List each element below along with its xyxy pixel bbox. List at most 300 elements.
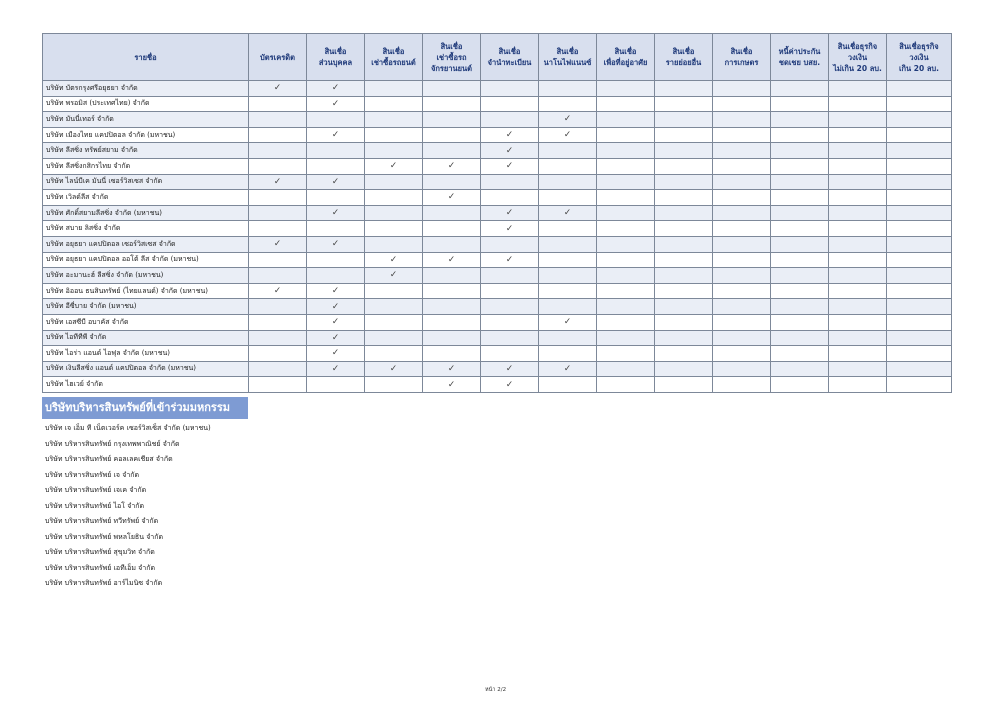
product-cell: [713, 205, 771, 221]
product-cell: [887, 190, 952, 206]
product-cell: [307, 112, 365, 128]
product-cell: [713, 127, 771, 143]
product-cell: [481, 252, 539, 268]
product-cell: [365, 252, 423, 268]
product-cell: [539, 268, 597, 284]
product-cell: [597, 299, 655, 315]
company-name-cell: บริษัท ลีสซิ่ง ทรัพย์สยาม จำกัด: [43, 143, 249, 159]
product-cell: [423, 252, 481, 268]
page-number: หน้า 2/2: [485, 687, 507, 693]
header-col-12: สินเชื่อธุรกิจ วงเงิน เกิน 20 ลบ.: [887, 34, 952, 81]
company-name-cell: บริษัท ไลน์บีเค มันนี่ เซอร์วิสเซส จำกัด: [43, 174, 249, 190]
product-cell: [539, 127, 597, 143]
product-cell: [655, 190, 713, 206]
product-cell: [539, 221, 597, 237]
check-icon: ✓: [273, 83, 282, 94]
check-icon: ✓: [273, 239, 282, 250]
product-cell: [597, 190, 655, 206]
list-item: บริษัท บริหารสินทรัพย์ พหลโยธิน จำกัด: [45, 532, 164, 541]
table-row: [43, 268, 952, 284]
product-cell: [829, 361, 887, 377]
company-name-cell: บริษัท ไฮเวย์ จำกัด: [43, 377, 249, 393]
product-cell: [365, 268, 423, 284]
check-icon: ✓: [331, 239, 340, 250]
product-cell: [771, 205, 829, 221]
product-cell: [481, 283, 539, 299]
product-cell: [539, 330, 597, 346]
product-cell: [539, 158, 597, 174]
product-cell: [655, 112, 713, 128]
company-name-cell: บริษัท ไอทีทีพี จำกัด: [43, 330, 249, 346]
product-cell: [771, 174, 829, 190]
table-row: [43, 81, 952, 97]
product-cell: [249, 143, 307, 159]
product-cell: [365, 377, 423, 393]
product-cell: [481, 205, 539, 221]
product-cell: [887, 96, 952, 112]
product-cell: [597, 81, 655, 97]
product-cell: [539, 346, 597, 362]
product-cell: [539, 361, 597, 377]
product-cell: [307, 346, 365, 362]
product-cell: [307, 174, 365, 190]
product-cell: [481, 174, 539, 190]
product-cell: [249, 174, 307, 190]
product-cell: [655, 314, 713, 330]
check-icon: ✓: [447, 192, 456, 203]
product-cell: [249, 236, 307, 252]
product-cell: [887, 81, 952, 97]
table-row: [43, 174, 952, 190]
product-cell: [771, 127, 829, 143]
product-cell: [713, 346, 771, 362]
list-item: บริษัท บริหารสินทรัพย์ กรุงเทพพาณิชย์ จำกัด: [45, 439, 180, 448]
list-item: บริษัท บริหารสินทรัพย์ อาร์ไมนิซ จำกัด: [45, 579, 163, 587]
product-cell: [481, 190, 539, 206]
check-icon: ✓: [563, 363, 572, 374]
product-cell: [771, 81, 829, 97]
table-row: [43, 96, 952, 112]
header-company-name: รายชื่อ: [43, 34, 249, 81]
check-icon: ✓: [331, 286, 340, 297]
product-cell: [713, 96, 771, 112]
product-cell: [365, 346, 423, 362]
product-cell: [829, 158, 887, 174]
product-cell: [307, 143, 365, 159]
check-icon: ✓: [563, 130, 572, 141]
product-cell: [307, 221, 365, 237]
product-cell: [597, 127, 655, 143]
product-cell: [713, 81, 771, 97]
product-cell: [423, 190, 481, 206]
list-item: บริษัท บริหารสินทรัพย์ คอลเลคเชียส จำกัด: [45, 455, 173, 463]
product-cell: [597, 252, 655, 268]
product-cell: [249, 190, 307, 206]
company-name-cell: บริษัท อยุธยา แคปปิตอล เซอร์วิสเซส จำกัด: [43, 236, 249, 252]
product-cell: [539, 81, 597, 97]
product-cell: [249, 205, 307, 221]
product-cell: [597, 158, 655, 174]
product-cell: [771, 143, 829, 159]
product-cell: [771, 283, 829, 299]
product-cell: [713, 190, 771, 206]
product-cell: [597, 377, 655, 393]
product-cell: [887, 346, 952, 362]
product-matrix-table: [42, 33, 952, 393]
check-icon: ✓: [505, 223, 514, 234]
product-cell: [829, 96, 887, 112]
product-cell: [597, 112, 655, 128]
product-cell: [249, 377, 307, 393]
header-col-1: บัตรเครดิต: [249, 34, 307, 81]
check-icon: ✓: [447, 363, 456, 374]
product-cell: [307, 252, 365, 268]
product-cell: [249, 330, 307, 346]
product-cell: [771, 158, 829, 174]
company-name-cell: บริษัท อิออน ธนสินทรัพย์ (ไทยแลนด์) จำกัด (มหาชน): [43, 283, 249, 299]
check-icon: ✓: [505, 130, 514, 141]
product-cell: [249, 127, 307, 143]
product-cell: [887, 268, 952, 284]
check-icon: ✓: [505, 145, 514, 156]
product-cell: [423, 205, 481, 221]
product-cell: [481, 158, 539, 174]
header-col-7: สินเชื่อ เพื่อที่อยู่อาศัย: [597, 34, 655, 81]
check-icon: ✓: [331, 363, 340, 374]
list-item: บริษัท บริหารสินทรัพย์ เอทีเอ็ม จำกัด: [45, 563, 156, 572]
member-list: [45, 421, 211, 592]
product-cell: [771, 377, 829, 393]
table-row: [43, 158, 952, 174]
product-cell: [423, 330, 481, 346]
product-cell: [307, 96, 365, 112]
product-cell: [713, 174, 771, 190]
product-cell: [597, 346, 655, 362]
check-icon: ✓: [331, 98, 340, 109]
product-cell: [829, 205, 887, 221]
product-cell: [423, 221, 481, 237]
table-row: [43, 299, 952, 315]
product-cell: [481, 81, 539, 97]
header-col-5: สินเชื่อ จำนำทะเบียน: [481, 34, 539, 81]
product-cell: [481, 346, 539, 362]
product-cell: [887, 221, 952, 237]
product-cell: [829, 283, 887, 299]
company-name-cell: บริษัท ลีสซิ่งกสิกรไทย จำกัด: [43, 158, 249, 174]
product-cell: [307, 361, 365, 377]
product-cell: [771, 112, 829, 128]
table-row: [43, 190, 952, 206]
product-cell: [887, 299, 952, 315]
product-cell: [713, 158, 771, 174]
product-cell: [423, 96, 481, 112]
product-cell: [829, 112, 887, 128]
check-icon: ✓: [389, 363, 398, 374]
company-name-cell: บริษัท บัตรกรุงศรีอยุธยา จำกัด: [43, 81, 249, 97]
check-icon: ✓: [505, 363, 514, 374]
check-icon: ✓: [389, 161, 398, 172]
product-cell: [713, 299, 771, 315]
check-icon: ✓: [505, 379, 514, 390]
product-cell: [481, 268, 539, 284]
check-icon: ✓: [505, 254, 514, 265]
product-cell: [829, 143, 887, 159]
product-cell: [481, 112, 539, 128]
check-icon: ✓: [331, 332, 340, 343]
table-row: [43, 346, 952, 362]
table-row: [43, 283, 952, 299]
product-cell: [655, 81, 713, 97]
header-col-11: สินเชื่อธุรกิจวงเงิน ไม่เกิน 20 ลบ.: [829, 34, 887, 81]
product-cell: [713, 314, 771, 330]
product-cell: [655, 283, 713, 299]
product-cell: [481, 127, 539, 143]
product-cell: [539, 190, 597, 206]
product-cell: [829, 127, 887, 143]
product-cell: [713, 268, 771, 284]
product-cell: [829, 81, 887, 97]
product-cell: [481, 96, 539, 112]
product-cell: [887, 143, 952, 159]
product-cell: [481, 299, 539, 315]
product-cell: [597, 268, 655, 284]
product-cell: [249, 361, 307, 377]
product-cell: [655, 330, 713, 346]
product-cell: [423, 236, 481, 252]
product-cell: [423, 346, 481, 362]
product-cell: [597, 174, 655, 190]
check-icon: ✓: [563, 208, 572, 219]
product-cell: [539, 205, 597, 221]
header-col-2: สินเชื่อ ส่วนบุคคล: [307, 34, 365, 81]
product-cell: [713, 377, 771, 393]
product-cell: [713, 330, 771, 346]
product-cell: [887, 127, 952, 143]
product-cell: [307, 283, 365, 299]
product-cell: [423, 143, 481, 159]
product-cell: [887, 330, 952, 346]
header-col-8: สินเชื่อ รายย่อยอื่น: [655, 34, 713, 81]
check-icon: ✓: [331, 208, 340, 219]
product-cell: [365, 174, 423, 190]
table-row: [43, 221, 952, 237]
table-row: [43, 330, 952, 346]
product-cell: [481, 377, 539, 393]
product-cell: [597, 236, 655, 252]
check-icon: ✓: [331, 301, 340, 312]
product-cell: [249, 314, 307, 330]
product-cell: [771, 299, 829, 315]
product-cell: [423, 112, 481, 128]
product-cell: [249, 221, 307, 237]
product-cell: [887, 283, 952, 299]
product-cell: [655, 346, 713, 362]
product-cell: [655, 252, 713, 268]
product-cell: [365, 299, 423, 315]
product-cell: [423, 361, 481, 377]
product-cell: [655, 127, 713, 143]
check-icon: ✓: [331, 130, 340, 141]
product-cell: [539, 377, 597, 393]
check-icon: ✓: [563, 114, 572, 125]
product-cell: [249, 299, 307, 315]
product-cell: [365, 190, 423, 206]
product-cell: [249, 268, 307, 284]
product-cell: [365, 330, 423, 346]
product-cell: [771, 221, 829, 237]
check-icon: ✓: [273, 286, 282, 297]
product-cell: [307, 236, 365, 252]
product-cell: [713, 283, 771, 299]
company-name-cell: บริษัท สบาย ลิสซิ่ง จำกัด: [43, 221, 249, 237]
check-icon: ✓: [273, 176, 282, 187]
product-cell: [481, 314, 539, 330]
list-item: บริษัท บริหารสินทรัพย์ ทวีทรัพย์ จำกัด: [45, 517, 159, 525]
product-cell: [365, 127, 423, 143]
check-icon: ✓: [505, 161, 514, 172]
company-name-cell: บริษัท เวิลด์ลีส จำกัด: [43, 190, 249, 206]
list-item: บริษัท บริหารสินทรัพย์ สุขุมวิท จำกัด: [45, 548, 155, 556]
product-cell: [307, 205, 365, 221]
table-body: [43, 81, 952, 393]
header-col-4: สินเชื่อ เช่าซื้อรถ จักรยานยนต์: [423, 34, 481, 81]
product-cell: [829, 252, 887, 268]
product-cell: [655, 377, 713, 393]
product-cell: [655, 361, 713, 377]
product-cell: [481, 330, 539, 346]
header-col-6: สินเชื่อ นาโนไฟแนนซ์: [539, 34, 597, 81]
product-cell: [423, 283, 481, 299]
product-cell: [307, 127, 365, 143]
section-title: บริษัทบริหารสินทรัพย์ที่เข้าร่วมมหกรรม: [42, 397, 248, 419]
product-cell: [307, 268, 365, 284]
product-cell: [365, 143, 423, 159]
table-row: [43, 314, 952, 330]
company-name-cell: บริษัท มันนี่เทอร์ จำกัด: [43, 112, 249, 128]
table-row: [43, 236, 952, 252]
header-col-3: สินเชื่อ เช่าซื้อรถยนต์: [365, 34, 423, 81]
product-cell: [597, 205, 655, 221]
product-cell: [829, 377, 887, 393]
product-cell: [655, 268, 713, 284]
check-icon: ✓: [505, 208, 514, 219]
product-cell: [887, 158, 952, 174]
check-icon: ✓: [389, 254, 398, 265]
check-icon: ✓: [389, 270, 398, 281]
check-icon: ✓: [331, 317, 340, 328]
product-cell: [829, 330, 887, 346]
product-cell: [771, 96, 829, 112]
product-cell: [481, 143, 539, 159]
list-item: บริษัท บริหารสินทรัพย์ เจ จำกัด: [45, 470, 140, 479]
product-cell: [481, 361, 539, 377]
product-cell: [365, 205, 423, 221]
product-cell: [829, 221, 887, 237]
company-name-cell: บริษัท เอสซีบี อบาคัส จำกัด: [43, 314, 249, 330]
product-cell: [423, 268, 481, 284]
product-cell: [365, 236, 423, 252]
product-cell: [829, 174, 887, 190]
product-cell: [307, 299, 365, 315]
product-cell: [655, 158, 713, 174]
product-cell: [887, 377, 952, 393]
product-cell: [539, 174, 597, 190]
product-cell: [597, 283, 655, 299]
list-item: บริษัท บริหารสินทรัพย์ เจเค จำกัด: [45, 486, 147, 494]
table-row: [43, 377, 952, 393]
product-cell: [481, 236, 539, 252]
table-row: [43, 361, 952, 377]
product-cell: [307, 190, 365, 206]
product-cell: [597, 143, 655, 159]
product-cell: [713, 112, 771, 128]
list-item: บริษัท บริหารสินทรัพย์ ไอโ จำกัด: [45, 501, 145, 510]
product-cell: [365, 81, 423, 97]
product-cell: [713, 221, 771, 237]
table-row: [43, 252, 952, 268]
check-icon: ✓: [447, 379, 456, 390]
header-col-9: สินเชื่อ การเกษตร: [713, 34, 771, 81]
product-cell: [655, 236, 713, 252]
product-cell: [887, 174, 952, 190]
product-cell: [307, 377, 365, 393]
product-cell: [829, 268, 887, 284]
list-item: บริษัท เจ เอ็ม ที เน็ตเวอร์ค เซอร์วิสเซ็ส จำกัด (มหาชน): [45, 424, 211, 432]
product-cell: [713, 236, 771, 252]
product-cell: [771, 330, 829, 346]
product-cell: [771, 314, 829, 330]
table-row: [43, 112, 952, 128]
header-row: [43, 34, 952, 81]
product-cell: [249, 283, 307, 299]
product-cell: [539, 112, 597, 128]
product-cell: [887, 236, 952, 252]
product-cell: [713, 252, 771, 268]
product-cell: [539, 252, 597, 268]
product-cell: [249, 81, 307, 97]
product-cell: [539, 283, 597, 299]
product-cell: [887, 361, 952, 377]
product-cell: [771, 236, 829, 252]
product-cell: [887, 205, 952, 221]
product-cell: [365, 112, 423, 128]
product-cell: [655, 96, 713, 112]
product-cell: [539, 96, 597, 112]
product-cell: [655, 299, 713, 315]
product-cell: [829, 346, 887, 362]
product-cell: [829, 314, 887, 330]
product-cell: [771, 346, 829, 362]
product-cell: [597, 330, 655, 346]
product-cell: [365, 221, 423, 237]
product-cell: [307, 330, 365, 346]
product-cell: [771, 268, 829, 284]
product-cell: [307, 158, 365, 174]
product-cell: [249, 346, 307, 362]
product-cell: [655, 205, 713, 221]
check-icon: ✓: [331, 176, 340, 187]
product-cell: [481, 221, 539, 237]
company-name-cell: บริษัท ศักดิ์สยามลีสซิ่ง จำกัด (มหาชน): [43, 205, 249, 221]
product-cell: [307, 81, 365, 97]
product-cell: [713, 361, 771, 377]
product-cell: [597, 361, 655, 377]
product-cell: [887, 112, 952, 128]
product-cell: [539, 236, 597, 252]
product-cell: [365, 361, 423, 377]
product-cell: [597, 96, 655, 112]
company-name-cell: บริษัท พรอมิส (ประเทศไทย) จำกัด: [43, 96, 249, 112]
